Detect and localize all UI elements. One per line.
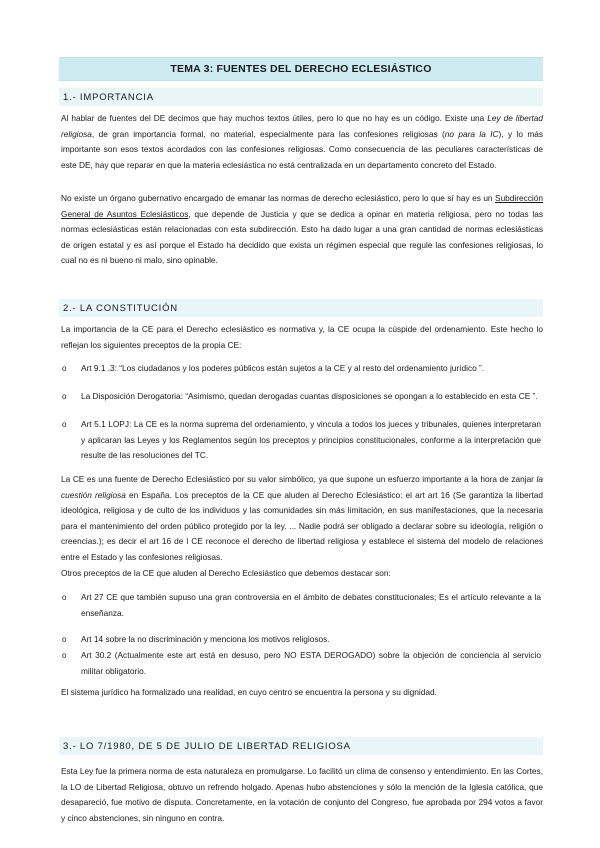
section-heading-constitucion: 2.- LA CONSTITUCIÓN: [59, 299, 543, 317]
document-title: TEMA 3: FUENTES DEL DERECHO ECLESIÁSTICO: [59, 57, 543, 81]
paragraph: La importancia de la CE para el Derecho eclesiástico es normativa y, la CE ocupa la cúspide del ordenamiento. Este hecho lo reflejan los siguientes preceptos de la propia CE:: [61, 324, 543, 350]
paragraph: No existe un órgano gubernativo encargado de emanar las normas de derecho eclesiástico, pero lo que sí hay es un Subdirección General de Asuntos Eclesiásticos, que depende de Justicia y que se dedica a opinar en materia religiosa, pero no todas las normas eclesiásticas están relacionadas con esta subdirección. Esto ha dado lugar a una gran cantidad de normas eclesiásticas de origen estatal y es así porque el Estado ha decidido que exista un régimen especial que regule las confesiones religiosas, lo cual no es ni bueno ni malo, sino opinable.: [61, 193, 544, 266]
paragraph: Al hablar de fuentes del DE decimos que hay muchos textos útiles, pero lo que no hay es un código. Existe una Ley de libertad religiosa, de gran importancia formal, no material, especialmente para las confesiones religiosas (no para la IC), y lo más importante son esos textos acordados con las confesiones religiosas. Como consecuencia de las peculiares características de este DE, hay que reparar en que la materia eclesiástica no está centralizada en un departamento concreto del Estado.: [61, 113, 544, 170]
paragraph: Otros preceptos de la CE que aluden al Derecho Eclesiástico que debemos destacar son:: [61, 568, 391, 578]
bullet-icon: o: [62, 593, 67, 602]
bullet-icon: o: [62, 635, 67, 644]
paragraph: Esta Ley fue la primera norma de esta naturaleza en promulgarse. Lo facilitó un clima de consenso y entendimiento. En las Cortes, la LO de Libertad Religiosa, obtuvo un refrendo holgado. Apenas hubo abstenciones y sólo la mención de la Iglesia católica, que desapareció, fue motivo de disputa. Concretamente, en la votación de conjunto del Congreso, fue aprobada por 294 votos a favor y cinco abstenciones, sin ninguno en contra.: [61, 766, 543, 823]
bullet-icon: o: [62, 420, 67, 429]
section-heading-importancia: 1.- IMPORTANCIA: [59, 88, 543, 106]
paragraph: La CE es una fuente de Derecho Eclesiástico por su valor simbólico, ya que supone un esfuerzo importante a la hora de zanjar la cuestión religiosa en España. Los preceptos de la CE que aluden al Derecho Eclesiástico: el art art 16 (Se garantiza la libertad ideológica, religiosa y de culto de los individuos y las comunidades sin más limitación, en sus manifestaciones, que la necesaria para el mantenimiento del orden público protegido por la ley. ... Nadie podrá ser obligado a declarar sobre su ideología, religión o creencias.); es decir el art 16 de l CE reconoce el derecho de libertad religiosa y establece el sistema del modelo de relaciones entre el Estado y las confesiones religiosas.: [61, 474, 543, 562]
bullet-icon: o: [62, 392, 67, 401]
underlined-term: Subdirección General de Asuntos Eclesiásticos: [61, 193, 543, 219]
paragraph: El sistema jurídico ha formalizado una realidad, en cuyo centro se encuentra la persona y su dignidad.: [61, 687, 437, 697]
bullet-icon: o: [62, 651, 67, 660]
document-page: TEMA 3: FUENTES DEL DERECHO ECLESIÁSTICO 1.- IMPORTANCIA Al hablar de fuentes del DE decimos que hay muchos textos útiles, pero lo que no hay es un código. Existe una Ley de libertad religiosa, de gran importancia formal, no material, especialmente para las confesiones religiosas (no para la IC), y lo más importante son esos textos acordados con las confesiones religiosas. Como consecuencia de las peculiares características de este DE, hay que reparar en que la materia eclesiástica no está centralizada en un departamento concreto del Estado. No existe un órgano gubernativo encargado de emanar las normas de derecho eclesiástico, pero lo que sí hay es un Subdirección General de Asuntos Eclesiásticos, que depende de Justicia y que se dedica a opinar en materia religiosa, pero no todas las normas eclesiásticas están relacionadas con esta subdirección. Esto ha dado lugar a una gran cantidad de normas eclesiásticas de origen estatal y es así porque el Estado ha decidido que exista un régimen especial que regule las confesiones religiosas, lo cual no es ni bueno ni malo, sino opinable. 2.- LA CONSTITUCIÓN La importancia de la CE para el Derecho eclesiástico es normativa y, la CE ocupa la cúspide del ordenamiento. Este hecho lo reflejan los siguientes preceptos de la propia CE: o Art 9.1 .3: “Los ciudadanos y los poderes públicos están sujetos a la CE y al resto del ordenamiento jurídico ”. o La Disposición Derogatoria: “Asimismo, quedan derogadas cuantas disposiciones se opongan a lo establecido en esta CE ”. o Art 5.1 LOPJ: La CE es la norma suprema del ordenamiento, y vincula a todos los jueces y tribunales, quienes interpretaran y aplicaran las Leyes y los Reglamentos según los preceptos y principios constitucionales, conforme a la interpretación que resulte de las resoluciones del TC. La CE es una fuente de Derecho Eclesiástico por su valor simbólico, ya que supone un esfuerzo importante a la hora de zanjar la cuestión religiosa en España. Los preceptos de la CE que aluden al Derecho Eclesiástico: el art art 16 (Se garantiza la libertad ideológica, religiosa y de culto de los individuos y las comunidades sin más limitación, en sus manifestaciones, que la necesaria para el mantenimiento del orden público protegido por la ley. ... Nadie podrá ser obligado a declarar sobre su ideología, religión o creencias.); es decir el art 16 de l CE reconoce el derecho de libertad religiosa y establece el sistema del modelo de relaciones entre el Estado y las confesiones religiosas. Otros preceptos de la CE que aluden al Derecho Eclesiástico que debemos destacar son: o Art 27 CE que también supuso una gran controversia en el ámbito de debates constitucionales; Es el artículo relevante a la enseñanza. o Art 14 sobre la no discriminación y menciona los motivos religiosos. o Art 30.2 (Actualmente este art está en desuso, pero NO ESTA DEROGADO) sobre la objeción de conciencia al servicio militar obligatorio. El sistema jurídico ha formalizado una realidad, en cuyo centro se encuentra la persona y su dignidad. 3.- LO 7/1980, DE 5 DE JULIO DE LIBERTAD RELIGIOSA Esta Ley fue la primera norma de esta naturaleza en promulgarse. Lo facilitó un clima de consenso y entendimiento. En las Cortes, la LO de Libertad Religiosa, obtuvo un refrendo holgado. Apenas hubo abstenciones y sólo la mención de la Iglesia católica, que desapareció, fue motivo de disputa. Concretamente, en la votación de conjunto del Congreso, fue aprobada por 294 votos a favor y cinco abstenciones, sin ninguno en contra.: [0, 0, 600, 848]
section-heading-ley-libertad-religiosa: 3.- LO 7/1980, DE 5 DE JULIO DE LIBERTAD RELIGIOSA: [59, 737, 543, 755]
bullet-icon: o: [62, 364, 67, 373]
